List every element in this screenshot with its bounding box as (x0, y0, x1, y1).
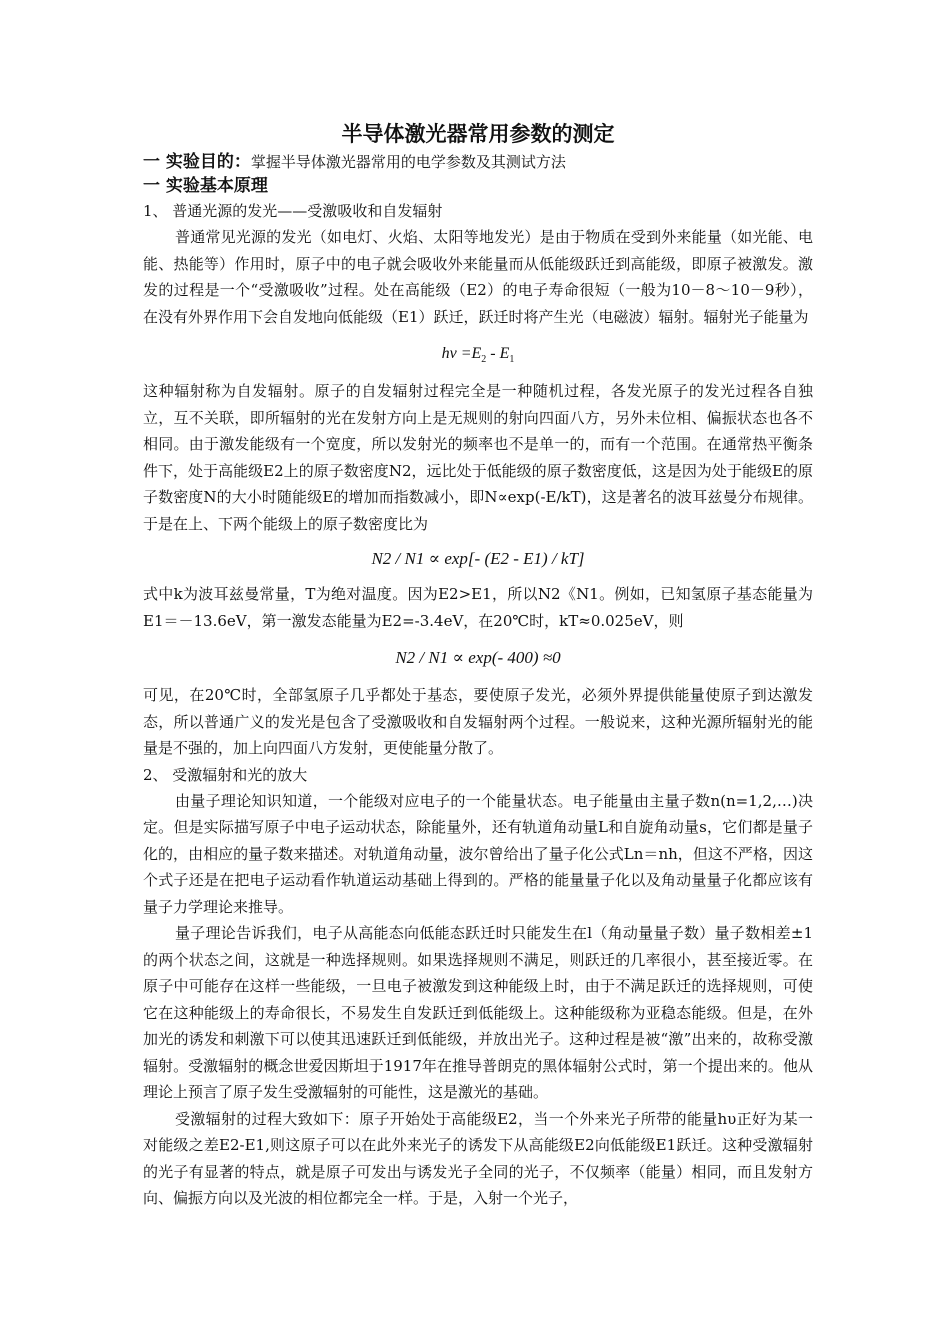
paragraph-6: 量子理论告诉我们，电子从高能态向低能态跃迁时只能发生在l（角动量量子数）量子数相差±1的两个状态之间，这就是一种选择规则。如果选择规则不满足，则跃迁的几率很小，甚至接近零。在原子中可能存在这样一些能级，一旦电子被激发到这种能级上时，由于不满足跃迁的选择规则，可使它在这种能级上的寿命很长，不易发生自发跃迁到低能级上。这种能级称为亚稳态能级。但是，在外加光的诱发和刺激下可以使其迅速跃迁到低能级，并放出光子。这种过程是被“激”出来的，故称受激辐射。受激辐射的概念世爱因斯坦于1917年在推导普朗克的黑体辐射公式时，第一个提出来的。他从理论上预言了原子发生受激辐射的可能性，这是激光的基础。 (143, 924, 813, 1101)
section-objective (143, 150, 813, 174)
paragraph-4: 可见，在20℃时，全部氢原子几乎都处于基态，要使原子发光，必须外界提供能量使原子到达激发态，所以普通广义的发光是包含了受激吸收和自发辐射两个过程。一般说来，这种光源所辐射光的能量是不强的，加上向四面八方发射，更使能量分散了。 (143, 686, 813, 757)
subsection-1-heading: 1、 普通光源的发光——受激吸收和自发辐射 (143, 202, 443, 220)
section-principle-heading: 一 实验基本原理 (143, 176, 268, 196)
paragraph-3: 式中k为波耳兹曼常量，T为绝对温度。因为E2>E1，所以N2《N1。例如，已知氢原子基态能量为E1＝－13.6eV，第一激发态能量为E2=-3.4eV，在20℃时，kT≈0.025eV，则 (143, 585, 813, 630)
section-principle (143, 174, 813, 198)
paragraph-7: 受激辐射的过程大致如下：原子开始处于高能级E2，当一个外来光子所带的能量hυ正好为某一对能级之差E2-E1,则这原子可以在此外来光子的诱发下从高能级E2向低能级E1跃迁。这种受激辐射的光子有显著的特点，就是原子可发出与诱发光子全同的光子，不仅频率（能量）相同，而且发射方向、偏振方向以及光波的相位都完全一样。于是，入射一个光子， (143, 1109, 813, 1207)
section-objective-text: 掌握半导体激光器常用的电学参数及其测试方法 (250, 153, 566, 171)
equation-photon-energy: $h\nu =E_2 - E_1$ (441, 345, 515, 366)
section-objective-heading: 一 实验目的： (143, 152, 251, 172)
equation-boltzmann-ratio: N2 / N1 ∝ exp[- (E2 - E1) / kT] (371, 549, 585, 568)
document-page (143, 118, 813, 1212)
paragraph-2: 这种辐射称为自发辐射。原子的自发辐射过程完全是一种随机过程，各发光原子的发光过程各自独立，互不关联，即所辐射的光在发射方向上是无规则的射向四面八方，另外未位相、偏振状态也各不相同。由于激发能级有一个宽度，所以发射光的频率也不是单一的，而有一个范围。在通常热平衡条件下，处于高能级E2上的原子数密度N2，远比处于低能级的原子数密度低，这是因为处于能级E的原子数密度N的大小时随能级E的增加而指数减小，即N∝exp(-E/kT)，这是著名的波耳兹曼分布规律。于是在上、下两个能级上的原子数密度比为 (143, 382, 813, 533)
equation-hydrogen-ratio: N2 / N1 ∝ exp(- 400) ≈0 (395, 648, 561, 667)
paragraph-1: 普通常见光源的发光（如电灯、火焰、太阳等地发光）是由于物质在受到外来能量（如光能、电能、热能等）作用时，原子中的电子就会吸收外来能量而从低能级跃迁到高能级，即原子被激发。激发的过程是一个“受激吸收”过程。处在高能级（E2）的电子寿命很短（一般为10－8～10－9秒），在没有外界作用下会自发地向低能级（E1）跃迁，跃迁时将产生光（电磁波）辐射。辐射光子能量为 (143, 228, 813, 326)
subsection-2-heading: 2、 受激辐射和光的放大 (143, 765, 308, 784)
document-title: 半导体激光器常用参数的测定 (341, 122, 615, 146)
paragraph-5: 由量子理论知识知道，一个能级对应电子的一个能量状态。电子能量由主量子数n(n=1,2,…)决定。但是实际描写原子中电子运动状态，除能量外，还有轨道角动量L和自旋角动量s，它们都是量子化的，由相应的量子数来描述。对轨道角动量，波尔曾给出了量子化公式Ln＝nh，但这不严格，因这个式子还是在把电子运动看作轨道运动基础上得到的。严格的能量量子化以及角动量量子化都应该有量子力学理论来推导。 (143, 791, 813, 916)
